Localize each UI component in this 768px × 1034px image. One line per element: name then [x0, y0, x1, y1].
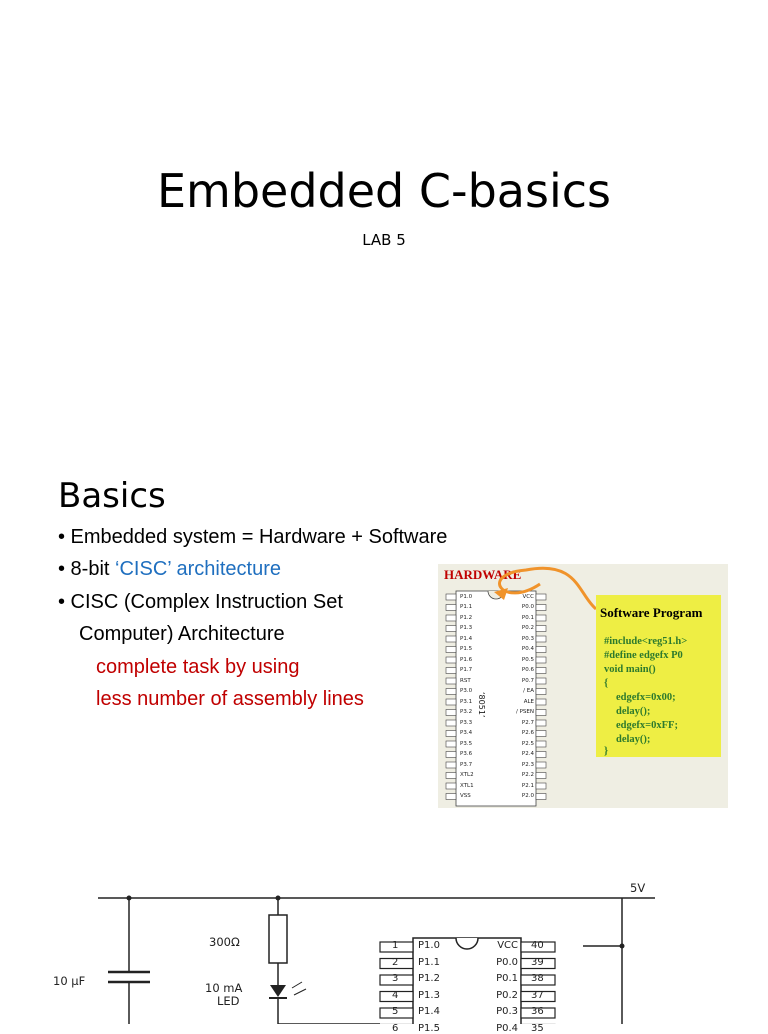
left-pin-label: P1.1: [460, 604, 473, 610]
mcu-right-pin-name: P0.2: [496, 989, 518, 1001]
left-pin-label: P1.6: [460, 656, 473, 663]
right-pin-box: [536, 689, 546, 695]
right-pin-label: P0.2: [521, 625, 534, 631]
left-pin-label: P3.6: [460, 751, 473, 757]
code-line-4: {: [604, 678, 609, 689]
led-diode: [270, 985, 286, 997]
left-pin-box: [446, 668, 456, 674]
right-pin-label: / EA: [523, 688, 534, 694]
code-line-1: #include<reg51.h>: [604, 636, 688, 647]
left-pin-box: [446, 594, 456, 600]
mcu-right-pin-number: 35: [531, 1022, 544, 1034]
left-pin-label: P3.0: [460, 688, 473, 694]
left-pin-label: P3.7: [460, 761, 473, 768]
left-pin-label: P1.7: [460, 667, 473, 673]
mcu-right-pin-name: P0.0: [496, 956, 518, 968]
left-pin-label: P3.2: [460, 709, 473, 715]
right-pin-label: P2.5: [521, 740, 534, 747]
code-line-7: edgefx=0xFF;: [616, 720, 678, 731]
left-pin-label: P1.4: [460, 635, 473, 642]
res-junction: [276, 896, 281, 901]
left-pin-box: [446, 720, 456, 726]
right-pin-label: P0.5: [521, 656, 534, 663]
left-pin-box: [446, 752, 456, 758]
right-pin-box: [536, 678, 546, 684]
slide-title: Embedded C-basics: [156, 164, 611, 218]
left-pin-label: P1.2: [460, 614, 473, 621]
right-pin-box: [536, 615, 546, 621]
left-pin-box: [446, 773, 456, 779]
left-pin-box: [446, 605, 456, 611]
mcu-left-pin-name: P1.5: [418, 1022, 440, 1034]
right-pin-label: P0.4: [521, 646, 534, 652]
left-pin-box: [446, 678, 456, 684]
left-pin-label: P3.3: [460, 719, 473, 726]
title-slide: [0, 0, 768, 440]
mcu-left-pin-name: P1.3: [418, 989, 440, 1001]
left-pin-label: P3.4: [460, 730, 473, 736]
bullet-cisc-line1: • CISC (Complex Instruction Set: [58, 591, 343, 613]
software-title: Software Program: [600, 605, 703, 620]
right-pin-label: P0.6: [521, 667, 534, 673]
mcu-left-pin-number: 6: [392, 1022, 399, 1034]
code-line-2: #define edgefx P0: [604, 650, 683, 661]
left-pin-box: [446, 647, 456, 653]
left-pin-label: XTL2: [460, 772, 474, 778]
mcu-right-pin-name: P0.4: [496, 1022, 518, 1034]
right-pin-label: / PSEN: [516, 709, 534, 715]
right-pin-box: [536, 636, 546, 642]
right-pin-label: P0.0: [521, 604, 534, 610]
left-pin-box: [446, 636, 456, 642]
mcu-left-pin-number: 2: [392, 956, 399, 968]
cisc-highlight: ‘CISC’ architecture: [115, 558, 282, 580]
right-pin-box: [536, 741, 546, 747]
right-pin-label: P2.6: [521, 730, 534, 736]
right-pin-label: P2.4: [521, 751, 534, 757]
right-pin-label: VCC: [522, 593, 534, 600]
led-ray-1: [292, 982, 302, 988]
right-pin-box: [536, 647, 546, 653]
left-pin-label: P3.5: [460, 740, 473, 747]
right-pin-box: [536, 762, 546, 768]
left-pin-box: [446, 731, 456, 737]
led-label: LED: [217, 994, 240, 1008]
right-pin-box: [536, 752, 546, 758]
left-pin-box: [446, 710, 456, 716]
right-pin-box: [536, 626, 546, 632]
right-pin-box: [536, 720, 546, 726]
cap-junction: [127, 896, 132, 901]
mcu-right-pin-number: 36: [531, 1006, 544, 1017]
left-pin-label: P3.1: [460, 698, 473, 705]
left-pin-label: P1.0: [460, 593, 473, 600]
resistor-label: 300Ω: [209, 935, 240, 949]
right-pin-box: [536, 668, 546, 674]
right-pin-label: P0.1: [521, 614, 534, 621]
right-pin-box: [536, 783, 546, 789]
right-pin-box: [536, 710, 546, 716]
mcu-left-pin-name: P1.2: [418, 973, 440, 984]
hardware-label: HARDWARE: [444, 567, 522, 582]
right-pin-box: [536, 657, 546, 663]
left-pin-box: [446, 699, 456, 705]
basics-heading: Basics: [58, 476, 166, 516]
left-pin-label: VSS: [460, 793, 471, 799]
right-pin-box: [536, 773, 546, 779]
code-line-5: edgefx=0x00;: [616, 692, 676, 703]
right-pin-label: P2.0: [521, 793, 534, 799]
mcu-left-pin-number: 4: [392, 989, 399, 1001]
left-pin-box: [446, 626, 456, 632]
voltage-label: 5V: [630, 881, 646, 895]
led-current-label: 10 mA: [205, 981, 243, 995]
left-pin-box: [446, 783, 456, 789]
bullet-cisc-line2: Computer) Architecture: [79, 623, 285, 645]
mcu-right-pin-number: 40: [531, 940, 544, 951]
right-pin-box: [536, 699, 546, 705]
left-pin-box: [446, 762, 456, 768]
right-pin-label: P0.7: [521, 677, 534, 684]
right-pin-label: P2.1: [521, 782, 534, 789]
left-pin-label: XTL1: [460, 782, 474, 789]
left-pin-box: [446, 794, 456, 800]
right-pin-box: [536, 594, 546, 600]
vcc-junction: [620, 944, 625, 949]
mcu-right-pin-number: 39: [531, 956, 544, 968]
mcu-left-pin-number: 3: [392, 973, 399, 984]
code-line-8: delay();: [616, 734, 651, 745]
mcu-left-pin-number: 1: [392, 940, 399, 951]
red-note-line2: less number of assembly lines: [96, 688, 364, 710]
red-note-line1: complete task by using: [96, 656, 300, 678]
left-pin-box: [446, 615, 456, 621]
mcu-left-pin-name: P1.0: [418, 940, 440, 951]
code-line-9: }: [604, 746, 609, 757]
mcu-right-pin-name: VCC: [497, 940, 518, 951]
mcu-right-pin-name: P0.1: [496, 973, 518, 984]
led-circuit-diagram: [0, 860, 768, 1024]
code-line-6: delay();: [616, 706, 651, 717]
chip-label: ‘8051’: [477, 692, 486, 718]
left-pin-label: P1.3: [460, 625, 473, 631]
software-program-box: [596, 595, 721, 757]
mcu-right-pin-number: 38: [531, 973, 544, 984]
mcu-left-pin-number: 5: [392, 1006, 399, 1017]
code-line-3: void main(): [604, 664, 656, 675]
left-pin-box: [446, 657, 456, 663]
right-pin-box: [536, 731, 546, 737]
mcu-right-pin-name: P0.3: [496, 1006, 518, 1017]
right-pin-label: P2.7: [521, 719, 534, 726]
resistor: [269, 915, 287, 963]
right-pin-box: [536, 794, 546, 800]
mcu-left-pin-name: P1.1: [418, 956, 440, 968]
capacitor-label: 10 μF: [53, 974, 86, 988]
slide-subtitle: LAB 5: [362, 231, 406, 249]
mcu-left-pin-name: P1.4: [418, 1006, 440, 1017]
left-pin-label: P1.5: [460, 646, 473, 652]
mcu-right-pin-number: 37: [531, 989, 544, 1001]
right-pin-label: P2.3: [521, 761, 534, 768]
bullet-8bit: [58, 558, 281, 581]
bullet-8bit-prefix: • 8-bit: [58, 558, 116, 580]
right-pin-box: [536, 605, 546, 611]
bullet-embedded-system: • Embedded system = Hardware + Software: [58, 526, 448, 548]
left-pin-label: RST: [460, 677, 471, 684]
led-ray-2: [294, 989, 306, 995]
right-pin-label: P2.2: [521, 772, 534, 778]
left-pin-box: [446, 741, 456, 747]
right-pin-label: P0.3: [521, 635, 534, 642]
right-pin-label: ALE: [523, 698, 534, 705]
left-pin-box: [446, 689, 456, 695]
